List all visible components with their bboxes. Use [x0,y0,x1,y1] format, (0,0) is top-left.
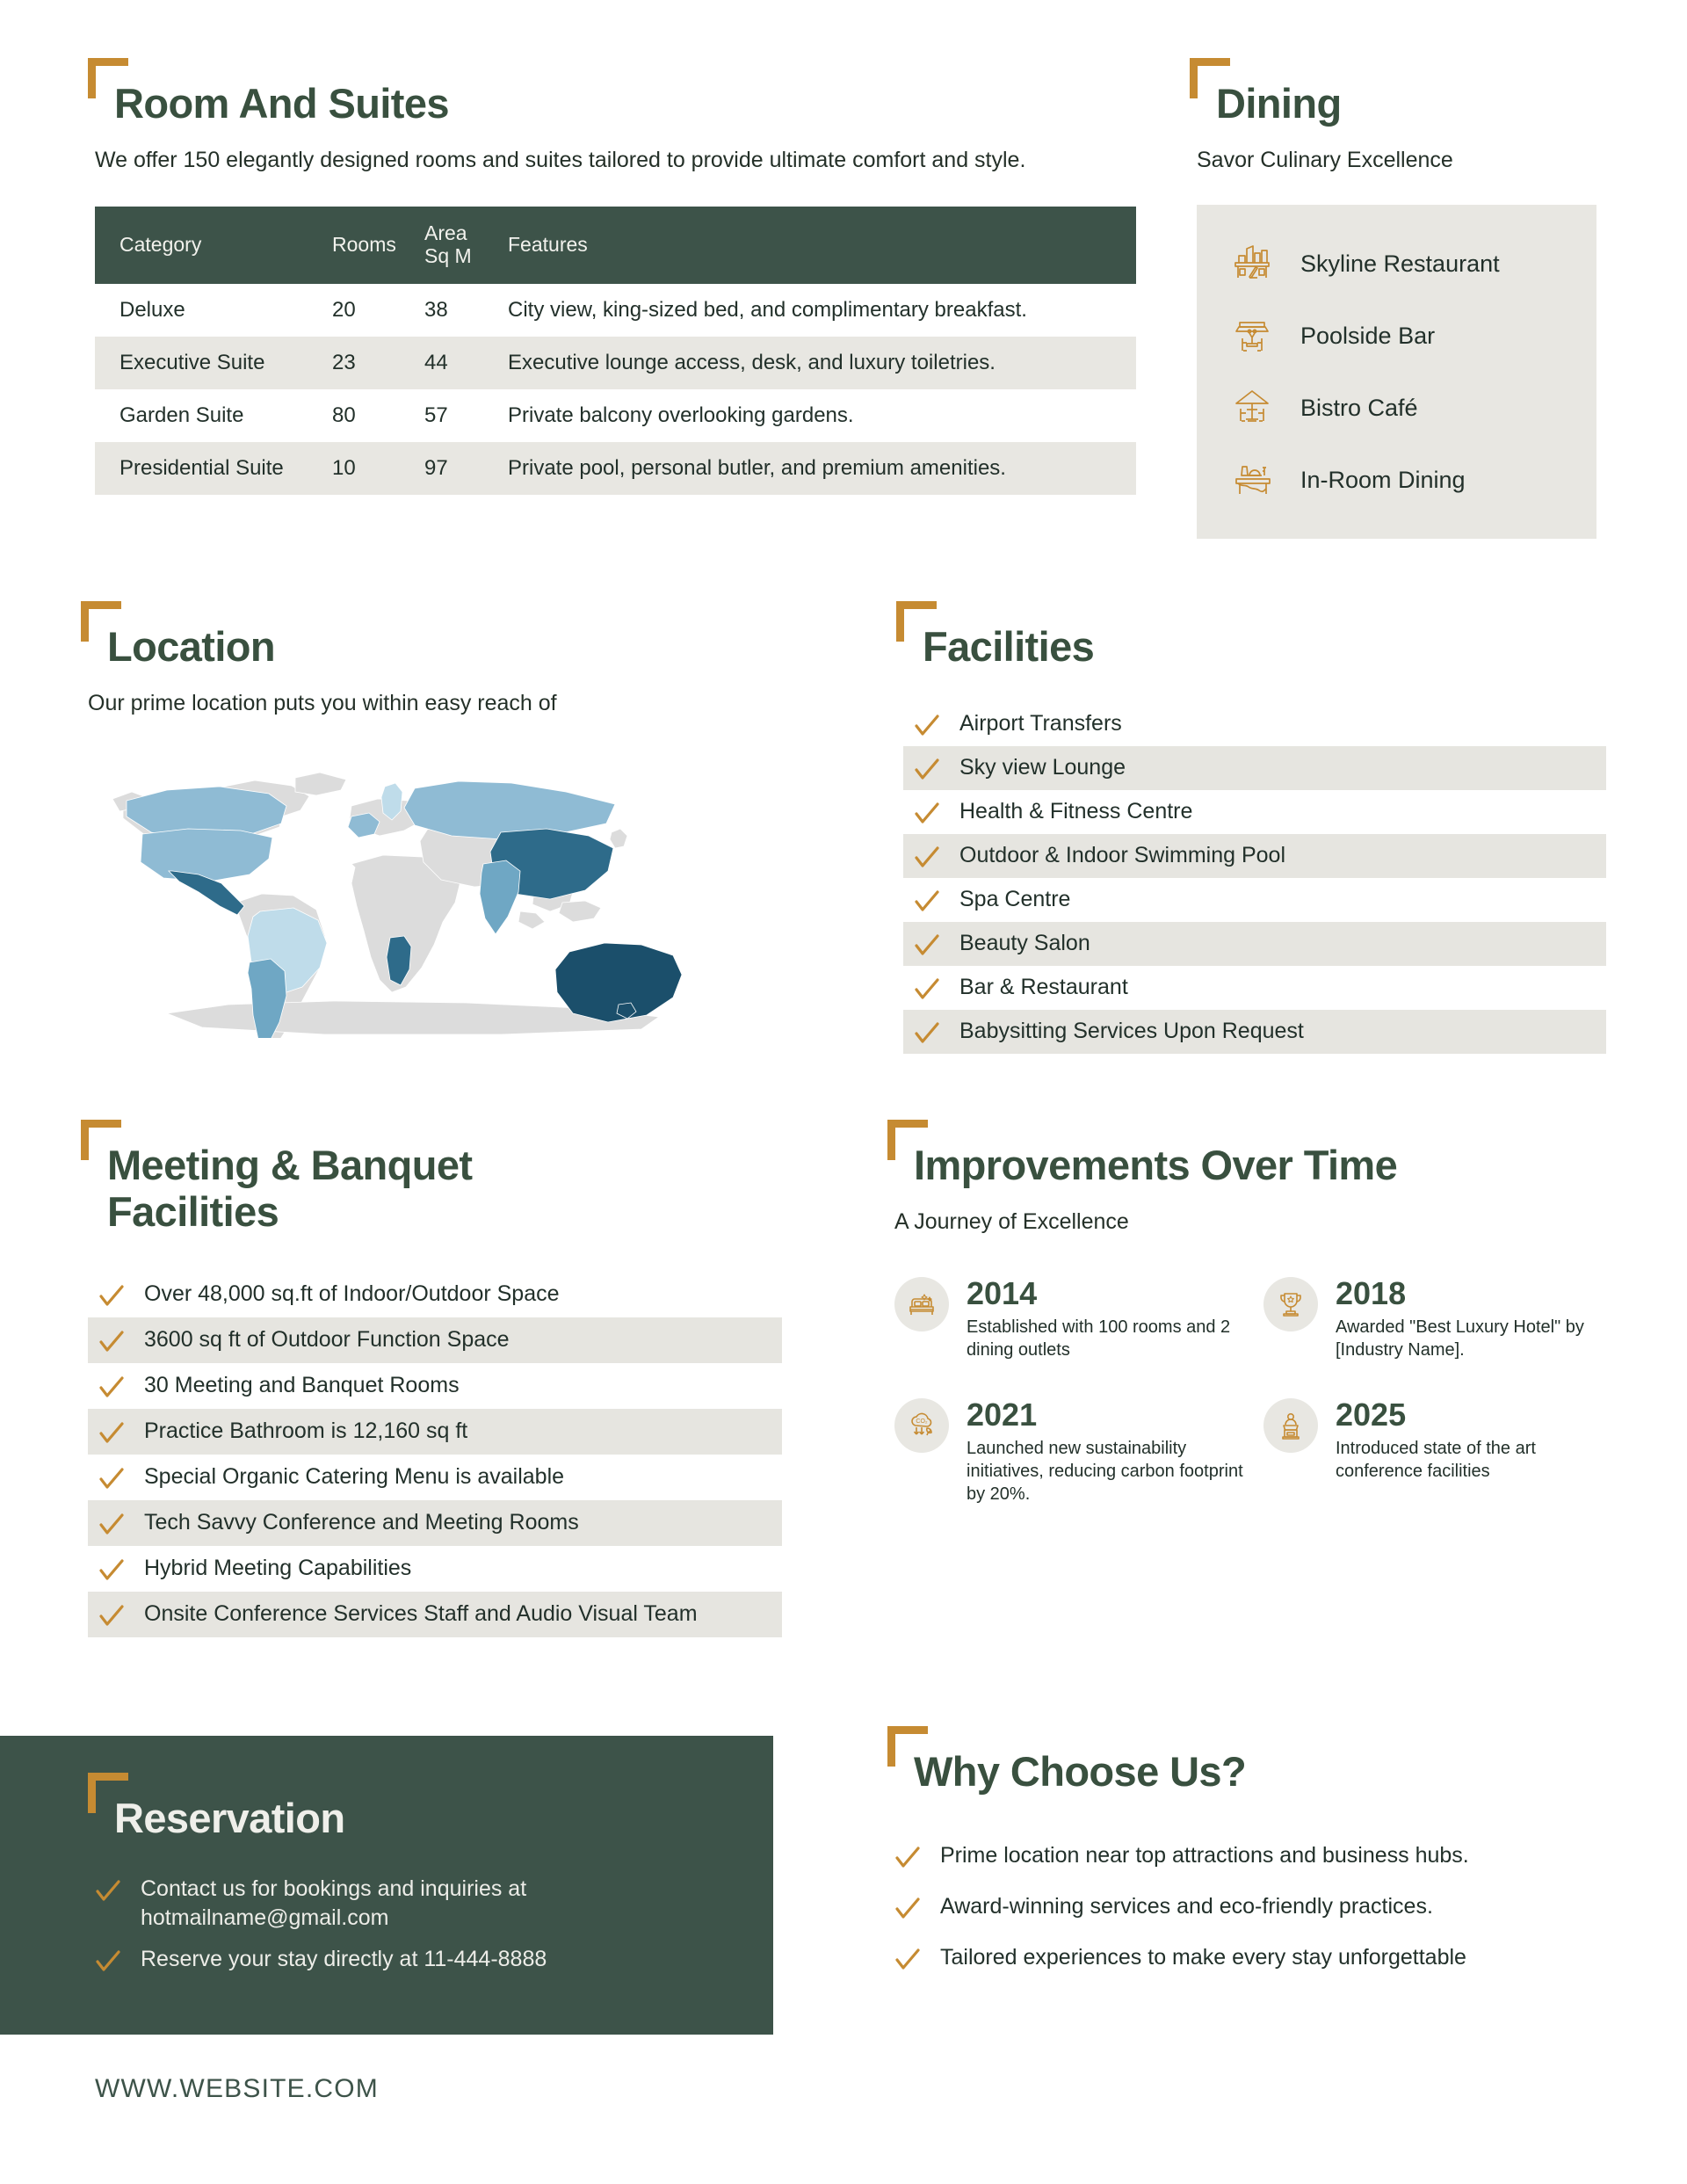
meeting-item-label: Practice Bathroom is 12,160 sq ft [144,1419,468,1444]
reservation-item[interactable] [95,1868,712,1940]
reservation-item[interactable] [95,1939,712,1981]
timeline-item [894,1277,1263,1361]
facility-item-label: Health & Fitness Centre [959,798,1193,824]
dining-venue-item[interactable] [1197,372,1596,444]
meeting-item-label: Onsite Conference Services Staff and Audio Visual Team [144,1601,698,1627]
location-subtitle: Our prime location puts you within easy reach of [88,690,557,715]
meeting-item-label: Special Organic Catering Menu is available [144,1464,565,1490]
poolside-bar-icon [1228,312,1276,359]
location-title: Location [107,623,276,670]
rooms-title: Room And Suites [114,80,449,127]
why-item-label: Award-winning services and eco-friendly practices. [940,1893,1433,1919]
dining-subtitle: Savor Culinary Excellence [1197,147,1453,172]
cell-category: Presidential Suite [95,442,332,495]
corner-bracket-icon [887,1120,928,1160]
check-icon [914,976,940,1003]
rooms-intro: We offer 150 elegantly designed rooms and suites tailored to provide ultimate comfort and style. [95,147,1026,172]
dining-venue-label: In-Room Dining [1300,466,1466,493]
reservation-heading-wrap [95,1796,344,1842]
facility-item[interactable] [903,1010,1606,1054]
facility-item-label: Outdoor & Indoor Swimming Pool [959,842,1286,867]
meeting-item-label: 30 Meeting and Banquet Rooms [144,1373,460,1398]
column-header-area [424,207,508,284]
why-item[interactable] [894,1831,1615,1882]
cell-area: 44 [424,337,508,389]
meeting-item[interactable] [88,1455,782,1500]
facilities-heading-wrap [903,624,1094,671]
table-row [95,284,1136,337]
footer-website[interactable]: WWW.WEBSITE.COM [95,2074,379,2103]
facility-item-label: Beauty Salon [959,930,1090,955]
bistro-cafe-icon [1228,384,1276,432]
facility-item-label: Airport Transfers [959,710,1122,736]
dining-venue-label: Poolside Bar [1300,322,1436,349]
cell-rooms: 20 [332,297,356,322]
dining-venue-item[interactable] [1197,300,1596,372]
meeting-banquet-section [88,1143,782,1637]
check-icon [95,1878,121,1905]
facility-item[interactable] [903,878,1606,922]
check-icon [914,932,940,959]
check-icon [914,713,940,739]
bed-icon [894,1277,949,1331]
corner-bracket-icon [1190,58,1230,98]
rooms-heading-wrap [95,81,449,127]
check-icon [914,801,940,827]
facility-item[interactable] [903,702,1606,746]
meeting-item[interactable] [88,1363,782,1409]
cell-area: 97 [424,442,508,495]
corner-bracket-icon [81,1120,121,1160]
improvements-section [894,1143,1615,1506]
corner-bracket-icon [88,1773,128,1813]
dining-section [1197,81,1601,539]
check-icon [95,1948,121,1975]
table-row [95,389,1136,442]
timeline-year: 2025 [1336,1396,1407,1433]
table-header-row [95,207,1136,284]
check-icon [98,1329,125,1355]
meeting-item[interactable] [88,1500,782,1546]
timeline-year: 2014 [967,1275,1038,1312]
facilities-title: Facilities [923,623,1095,670]
world-map [88,748,703,1038]
why-item-label: Prime location near top attractions and business hubs. [940,1842,1469,1868]
cell-features: Private balcony overlooking gardens. [508,403,854,427]
meeting-item-label: 3600 sq ft of Outdoor Function Space [144,1327,510,1353]
cell-rooms: 10 [332,442,424,495]
meeting-item[interactable] [88,1546,782,1592]
meeting-item-label: Over 48,000 sq.ft of Indoor/Outdoor Space [144,1281,560,1307]
reservation-section [0,1736,773,2035]
dining-title: Dining [1216,80,1342,127]
check-icon [98,1375,125,1401]
check-icon [98,1466,125,1492]
cell-features: Private pool, personal butler, and premium amenities. [508,442,1136,495]
check-icon [914,1020,940,1047]
check-icon [98,1603,125,1629]
co2-cloud-icon [894,1398,949,1453]
why-title: Why Choose Us? [914,1748,1247,1795]
improvements-subtitle: A Journey of Excellence [894,1208,1129,1234]
timeline-description: Established with 100 rooms and 2 dining outlets [967,1317,1231,1360]
meeting-item-label: Tech Savvy Conference and Meeting Rooms [144,1510,579,1535]
area-line2: Sq M [424,243,472,267]
timeline-description: Introduced state of the art conference facilities [1336,1438,1536,1481]
column-header-features: Features [508,207,1136,284]
timeline-item [894,1398,1263,1506]
cell-rooms: 80 [332,403,356,427]
timeline [894,1277,1615,1506]
cell-category: Executive Suite [95,337,332,389]
corner-bracket-icon [88,58,128,98]
corner-bracket-icon [81,601,121,642]
reservation-list [95,1868,712,1982]
corner-bracket-icon [887,1726,928,1767]
facility-item[interactable] [903,834,1606,878]
timeline-description: Launched new sustainability initiatives, reducing carbon footprint by 20%. [967,1438,1243,1504]
check-icon [98,1557,125,1584]
cell-features: City view, king-sized bed, and complimentary breakfast. [508,297,1027,322]
skyline-restaurant-icon [1228,240,1276,287]
column-header-category: Category [95,207,332,284]
facility-item[interactable] [903,746,1606,790]
check-icon [914,845,940,871]
improvements-title: Improvements Over Time [914,1142,1398,1188]
timeline-year: 2018 [1336,1275,1407,1312]
check-icon [894,1845,921,1871]
meeting-item[interactable] [88,1592,782,1637]
reservation-title: Reservation [114,1795,345,1841]
facility-item-label: Spa Centre [959,886,1071,911]
meeting-title-line1: Meeting & Banquet [107,1142,473,1188]
facility-item[interactable] [903,790,1606,834]
dining-venue-item[interactable] [1197,444,1596,516]
dining-venue-label: Skyline Restaurant [1300,250,1500,277]
check-icon [894,1947,921,1973]
why-item-label: Tailored experiences to make every stay unforgettable [940,1944,1466,1970]
in-room-dining-icon [1228,456,1276,504]
cell-category: Deluxe [119,297,185,322]
meeting-list [88,1272,782,1637]
meeting-item-label: Hybrid Meeting Capabilities [144,1556,412,1581]
table-row [95,337,1136,389]
cell-area: 38 [424,297,448,322]
why-heading-wrap [894,1749,1246,1796]
podium-icon [1263,1398,1318,1453]
check-icon [98,1512,125,1538]
meeting-title [107,1143,472,1235]
facility-item[interactable] [903,922,1606,966]
timeline-description: Awarded "Best Luxury Hotel" by [Industry Name]. [1336,1317,1584,1360]
facilities-list [903,702,1606,1054]
facilities-section [903,624,1606,1054]
timeline-item [1263,1398,1615,1506]
check-icon [98,1283,125,1310]
check-icon [894,1896,921,1922]
column-header-rooms: Rooms [332,207,424,284]
timeline-item [1263,1277,1615,1361]
why-list [894,1831,1615,1984]
dining-heading-wrap [1197,81,1342,127]
check-icon [914,757,940,783]
cell-area: 57 [424,403,448,427]
corner-bracket-icon [896,601,937,642]
improvements-heading-wrap [894,1143,1397,1189]
dining-venue-label: Bistro Café [1300,394,1418,421]
cell-rooms: 23 [332,337,424,389]
trophy-icon [1263,1277,1318,1331]
meeting-heading-wrap [88,1143,472,1235]
area-line1: Area [424,221,467,245]
timeline-year: 2021 [967,1396,1038,1433]
meeting-item[interactable] [88,1317,782,1363]
dining-venue-list [1197,205,1596,539]
check-icon [914,889,940,915]
table-row [95,442,1136,495]
reservation-item-label: Reserve your stay directly at 11-444-8888 [141,1947,547,1972]
rooms-table [95,207,1136,495]
facility-item-label: Bar & Restaurant [959,974,1128,999]
location-section [88,624,861,1038]
facility-item-label: Sky view Lounge [959,754,1126,780]
reservation-item-label: Contact us for bookings and inquiries at hotmailname@gmail.com [141,1876,527,1930]
why-item[interactable] [894,1933,1615,1984]
cell-category: Garden Suite [119,403,244,427]
rooms-and-suites-section [95,81,1140,495]
location-heading-wrap [88,624,275,671]
meeting-item[interactable] [88,1409,782,1455]
cell-features: Executive lounge access, desk, and luxury toiletries. [508,337,1136,389]
why-choose-us-section [894,1749,1615,1984]
meeting-item[interactable] [88,1272,782,1317]
svg-text:CO₂: CO₂ [916,1418,928,1425]
why-item[interactable] [894,1882,1615,1933]
check-icon [98,1420,125,1447]
dining-venue-item[interactable] [1197,228,1596,300]
meeting-title-line2: Facilities [107,1187,279,1235]
facility-item-label: Babysitting Services Upon Request [959,1018,1304,1043]
facility-item[interactable] [903,966,1606,1010]
